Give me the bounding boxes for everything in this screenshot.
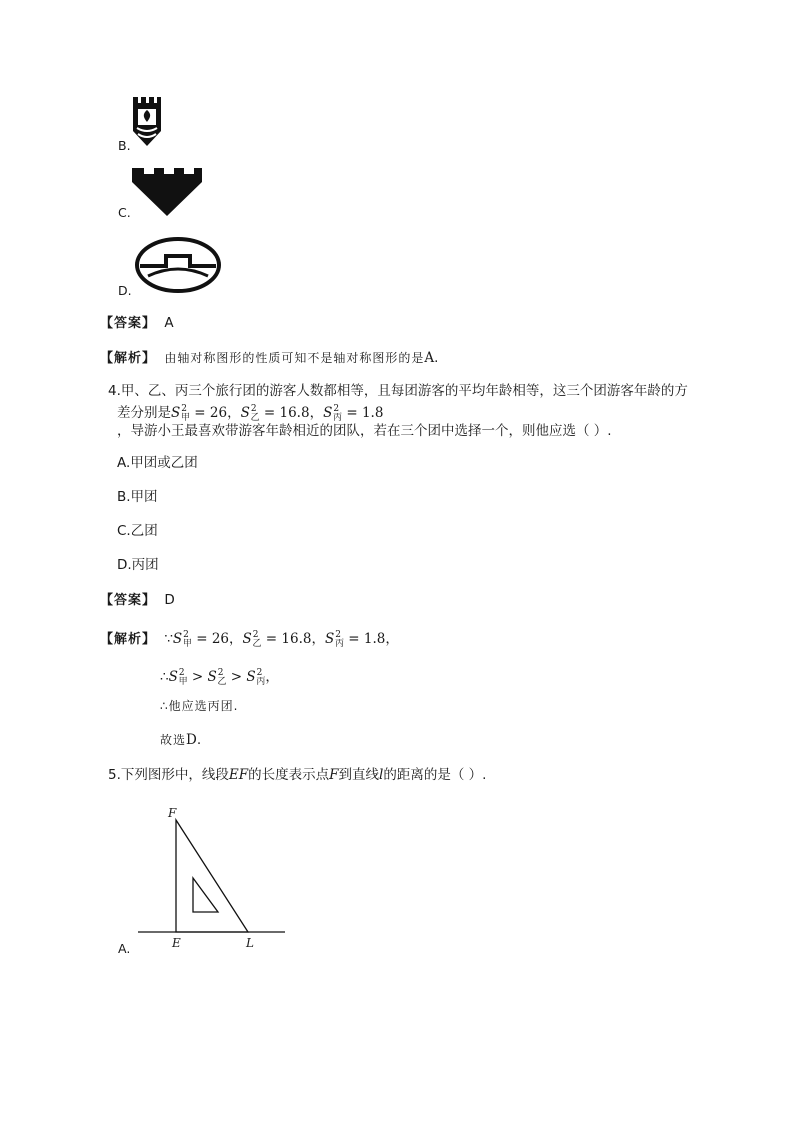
analysis-label: 【解析】 — [100, 632, 157, 647]
analysis-label: 【解析】 — [100, 351, 157, 366]
analysis-end: . — [434, 350, 439, 366]
variance-yi: $S^2_乙 = 16.8$ — [240, 404, 310, 423]
q3-option-d-label[interactable]: D. — [118, 283, 132, 298]
q4-option-b[interactable]: B.甲团 — [117, 489, 158, 505]
point-e-label: E — [172, 936, 181, 950]
q3-analysis — [100, 349, 438, 368]
set-square-inner — [193, 878, 218, 912]
variance-jia: $S^2_甲 = 26$ — [171, 404, 228, 423]
answer-value: A — [164, 315, 174, 331]
q4-option-a[interactable]: A.甲团或乙团 — [117, 455, 198, 471]
q4-analysis-step2: $\therefore S^2_甲 > S^2_乙 > S^2_丙$， — [160, 668, 279, 687]
q4-analysis-step1: 【解析】 $\because S^2_甲 = 26$，$S^2_乙 = 16.8$，$S^2_丙 = 1.8$， — [100, 630, 399, 649]
q4-option-c[interactable]: C.乙团 — [117, 523, 158, 539]
castle-shield-emblem-icon — [132, 96, 162, 152]
answer-label: 【答案】 — [100, 593, 157, 608]
answer-label: 【答案】 — [100, 316, 157, 331]
q4-analysis-step3: ∴他应选丙团. — [160, 699, 239, 713]
q3-option-b-label[interactable]: B. — [118, 138, 131, 153]
q3-answer — [100, 314, 174, 333]
set-square-outer — [176, 820, 248, 932]
oval-emblem-icon — [134, 236, 222, 294]
q4-analysis-step4: 故选D. — [160, 732, 202, 748]
variance-bing: $S^2_丙 = 1.8$ — [323, 404, 384, 423]
q5-stem: 5.下列图形中，线段EF的长度表示点F到直线l的距离的是（ ）. — [108, 767, 487, 783]
q4-stem-line1: 4.甲、乙、丙三个旅行团的游客人数都相等，且每团游客的平均年龄相等，这三个团游客年龄的方 — [108, 383, 688, 399]
triangle-ruler-figure — [130, 800, 300, 960]
q4-stem-line2: 差分别是$S^2_甲 = 26$，$S^2_乙 = 16.8$，$S^2_丙 = 1.8$ — [117, 404, 384, 423]
q4-answer — [100, 591, 175, 610]
q3-option-c-label[interactable]: C. — [118, 205, 131, 220]
q4-option-d[interactable]: D.丙团 — [117, 557, 159, 573]
q4-stem-line3: ，导游小王最喜欢带游客年龄相近的团队，若在三个团中选择一个，则他应选（ ）. — [117, 423, 612, 439]
q5-option-a-label[interactable]: A. — [118, 941, 131, 956]
point-l-label: L — [246, 936, 254, 950]
point-f-label: F — [168, 806, 177, 820]
analysis-var: A — [424, 350, 435, 366]
answer-value: D — [164, 592, 175, 608]
analysis-text: 由轴对称图形的性质可知不是轴对称图形的是 — [164, 351, 425, 365]
crown-diamond-emblem-icon — [132, 168, 202, 216]
q4-stem-prefix: 差分别是 — [117, 405, 171, 421]
